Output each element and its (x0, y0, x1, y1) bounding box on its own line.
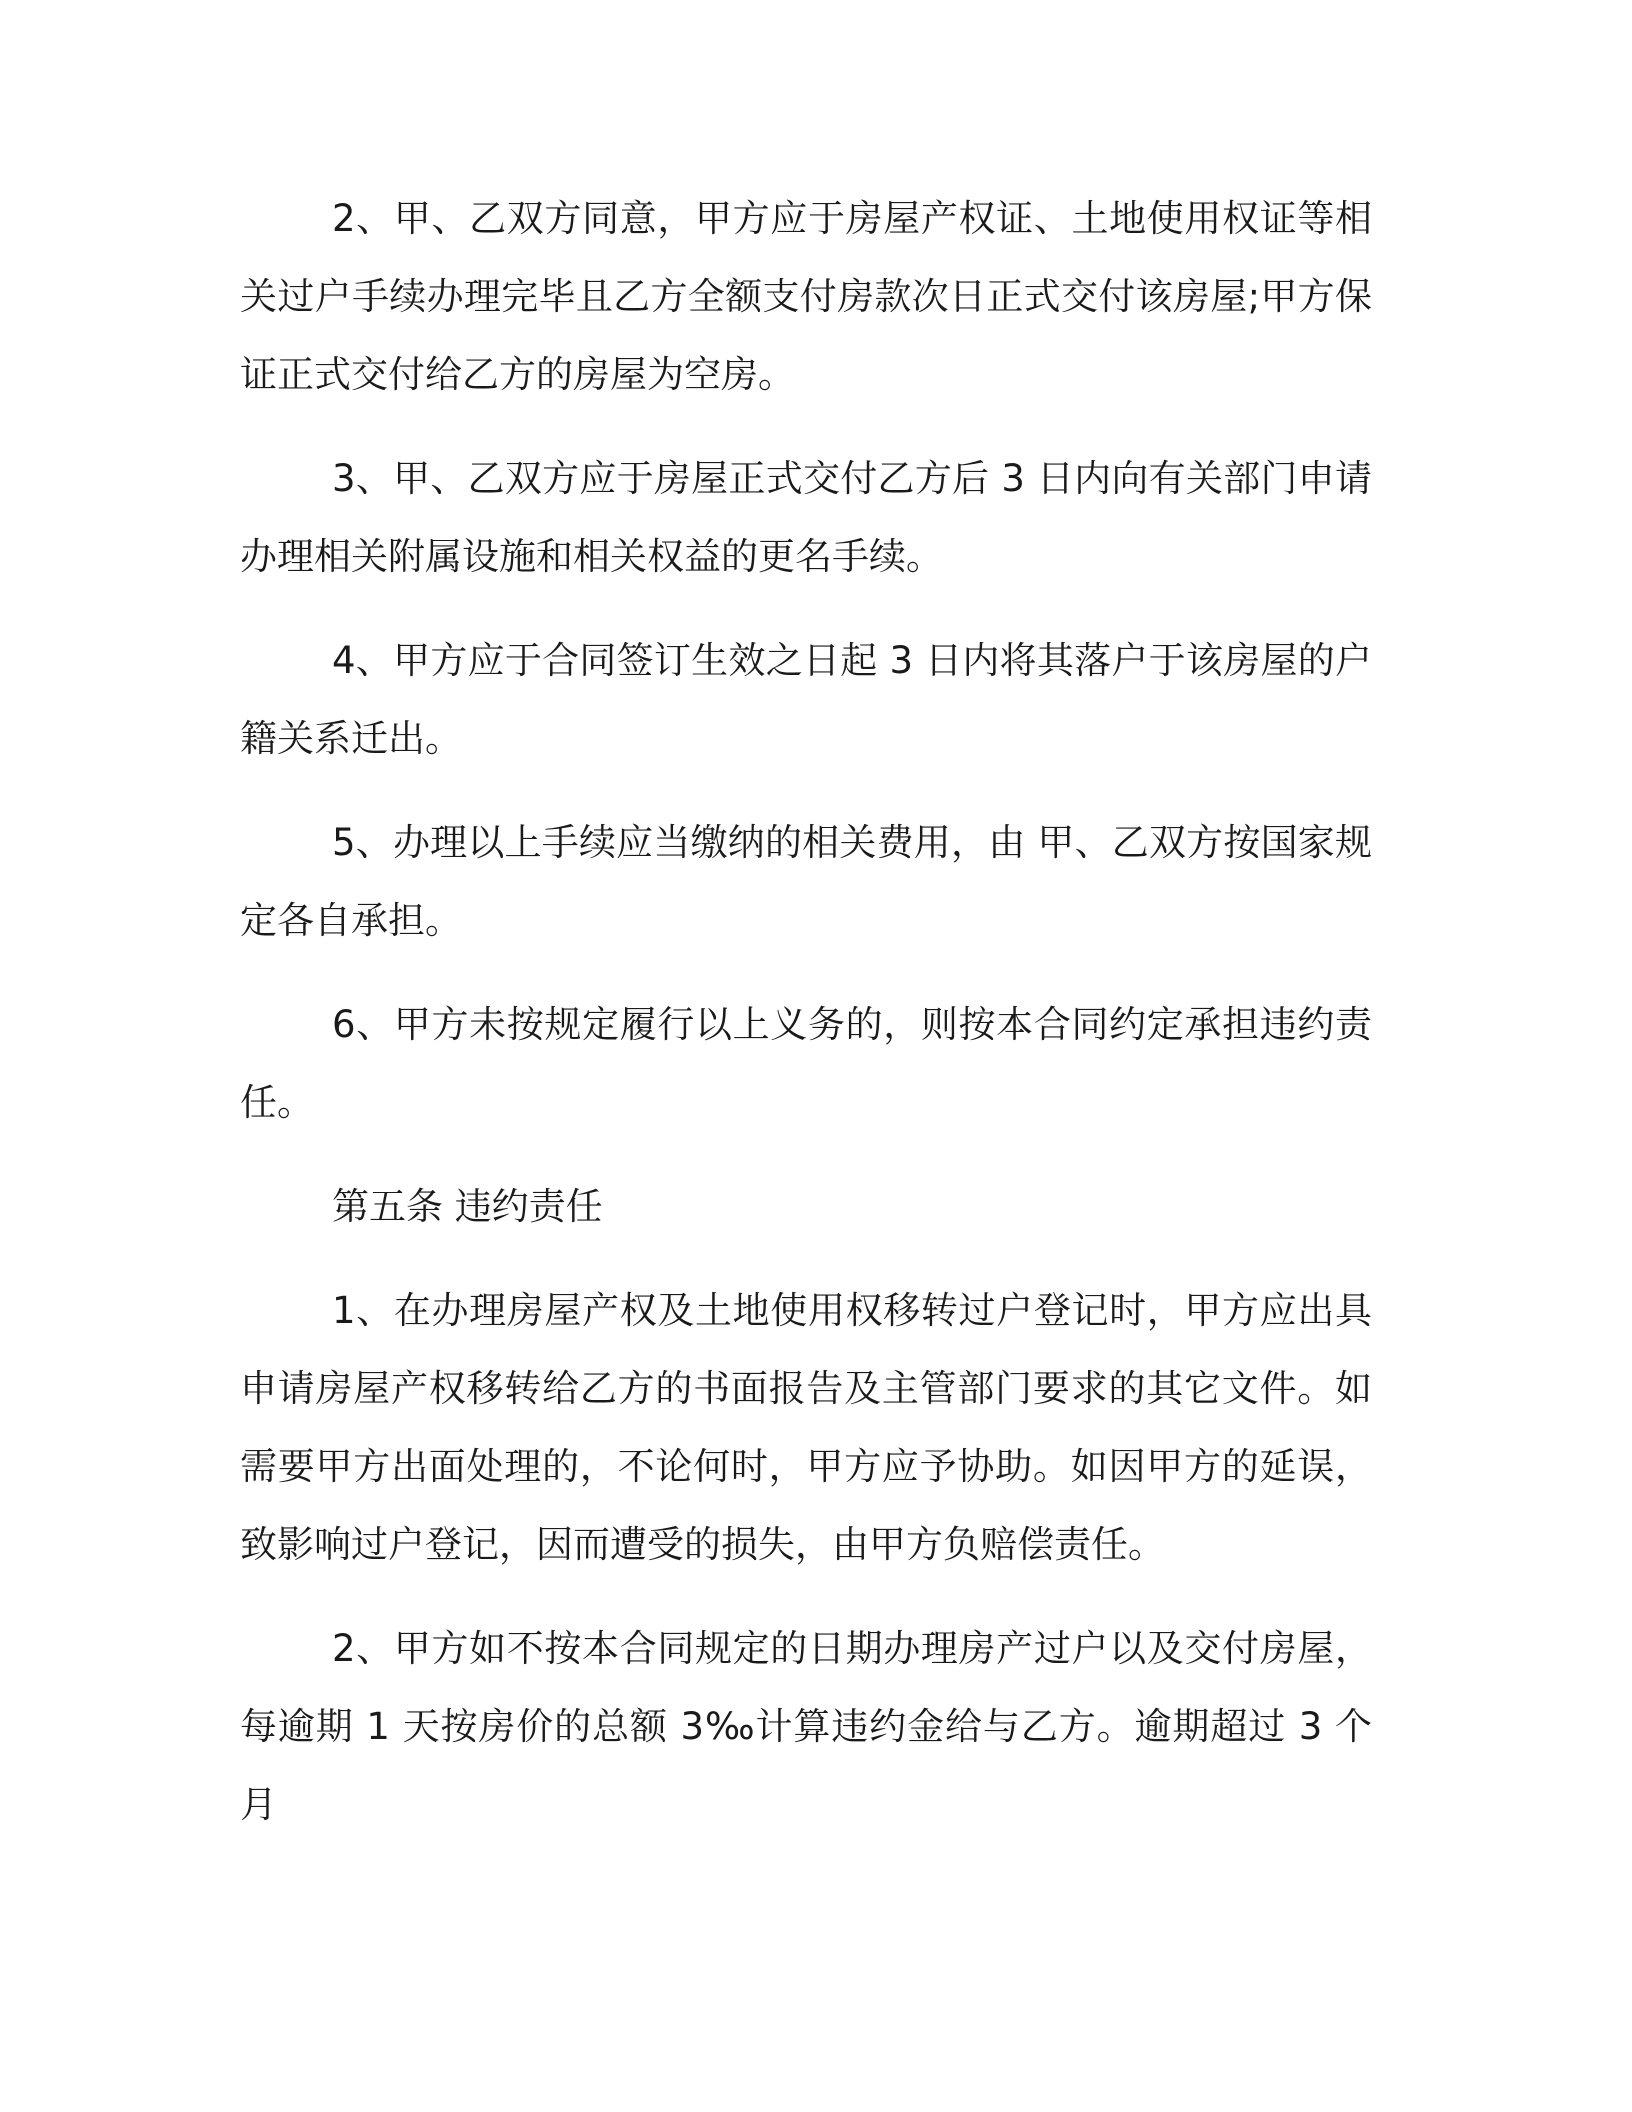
clause-paragraph: 2、甲方如不按本合同规定的日期办理房产过户以及交付房屋，每逾期 1 天按房价的总额 3‰计算违约金给与乙方。逾期超过 3 个月 (240, 1627, 1372, 1826)
clause-paragraph: 2、甲、乙双方同意，甲方应于房屋产权证、土地使用权证等相关过户手续办理完毕且乙方全额支付房款次日正式交付该房屋;甲方保证正式交付给乙方的房屋为空房。 (240, 197, 1372, 396)
clause-paragraph: 5、办理以上手续应当缴纳的相关费用，由 甲、乙双方按国家规定各自承担。 (240, 821, 1372, 942)
clause-paragraph: 1、在办理房屋产权及土地使用权移转过户登记时，甲方应出具申请房屋产权移转给乙方的书面报告及主管部门要求的其它文件。如需要甲方出面处理的，不论何时，甲方应予协助。如因甲方的延误，致影响过户登记，因而遭受的损失，由甲方负赔偿责任。 (240, 1289, 1372, 1566)
clause-paragraph: 6、甲方未按规定履行以上义务的，则按本合同约定承担违约责任。 (240, 1003, 1372, 1124)
document-body (240, 180, 1372, 1870)
clause-paragraph: 4、甲方应于合同签订生效之日起 3 日内将其落户于该房屋的户籍关系迁出。 (240, 639, 1372, 760)
section-heading: 第五条 违约责任 (332, 1185, 603, 1228)
clause-paragraph: 3、甲、乙双方应于房屋正式交付乙方后 3 日内向有关部门申请办理相关附属设施和相关权益的更名手续。 (240, 457, 1372, 578)
